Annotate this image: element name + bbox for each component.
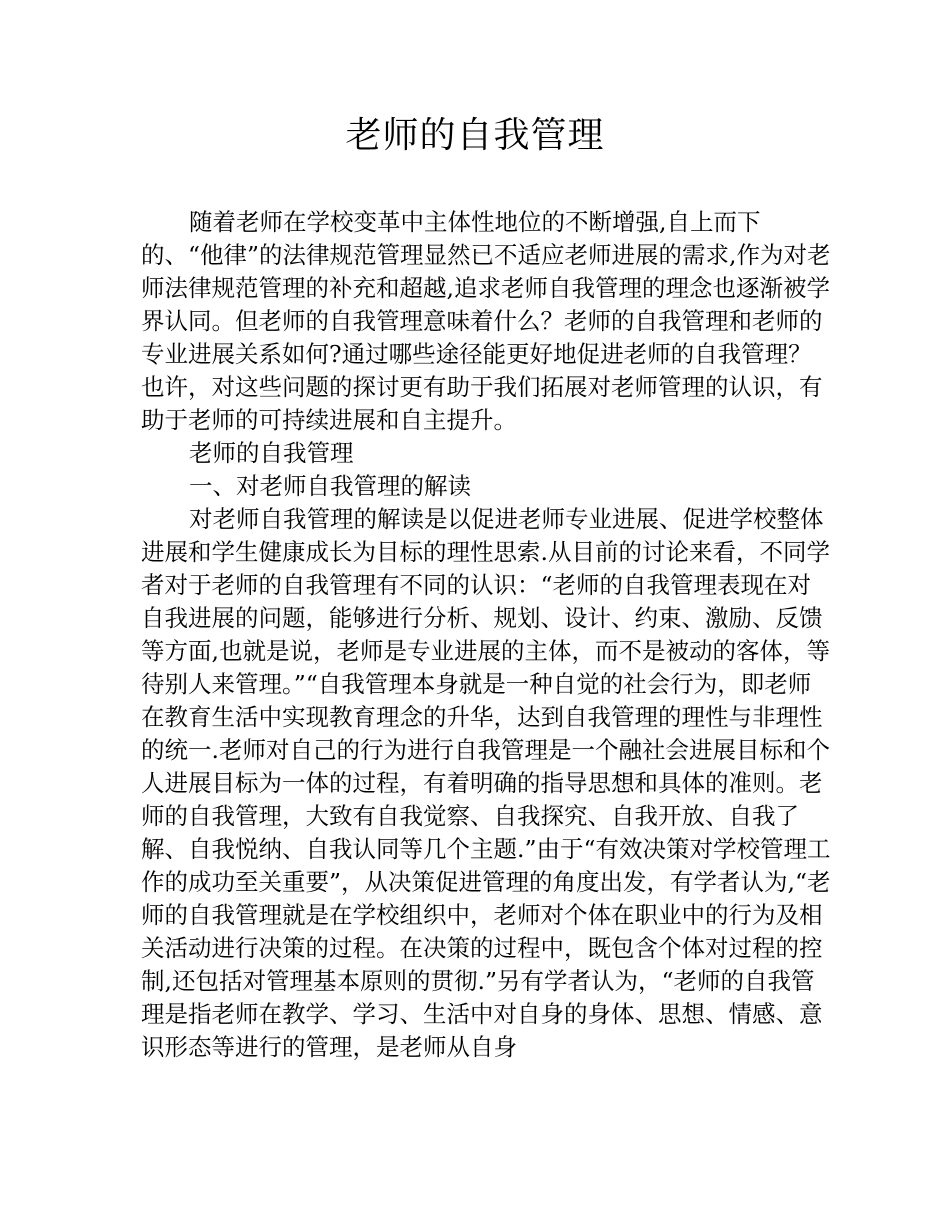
document-title: 老师的自我管理 [345,115,605,156]
subsection-heading: 一、对老师自我管理的解读 [189,472,471,500]
document-body [141,206,831,1064]
intro-paragraph: 随着老师在学校变革中主体性地位的不断增强,自上而下的、“他律”的法律规范管理显然已不适应老师进展的需求,作为对老师法律规范管理的补充和超越,追求老师自我管理的理念也逐渐被学界认同。但老师的自我管理意味着什么？老师的自我管理和老师的专业进展关系如何?通过哪些途径能更好地促进老师的自我管理？也许，对这些问题的探讨更有助于我们拓展对老师管理的认识，有助于老师的可持续进展和自主提升。 [141,208,831,434]
section-heading: 老师的自我管理 [189,439,354,467]
body-paragraph: 对老师自我管理的解读是以促进老师专业进展、促进学校整体进展和学生健康成长为目标的理性思索.从目前的讨论来看，不同学者对于老师的自我管理有不同的认识：“老师的自我管理表现在对自我进展的问题，能够进行分析、规划、设计、约束、激励、反馈等方面,也就是说，老师是专业进展的主体，而不是被动的客体，等待别人来管理。”“自我管理本身就是一种自觉的社会行为，即老师在教育生活中实现教育理念的升华，达到自我管理的理性与非理性的统一.老师对自己的行为进行自我管理是一个融社会进展目标和个人进展目标为一体的过程，有着明确的指导思想和具体的准则。老师的自我管理，大致有自我觉察、自我探究、自我开放、自我了解、自我悦纳、自我认同等几个主题.”由于“有效决策对学校管理工作的成功至关重要”，从决策促进管理的角度出发，有学者认为,“老师的自我管理就是在学校组织中，老师对个体在职业中的行为及相关活动进行决策的过程。在决策的过程中，既包含个体对过程的控制,还包括对管理基本原则的贯彻.”另有学者认为，“老师的自我管理是指老师在教学、学习、生活中对自身的身体、思想、情感、意识形态等进行的管理，是老师从自身 [141,505,831,1061]
